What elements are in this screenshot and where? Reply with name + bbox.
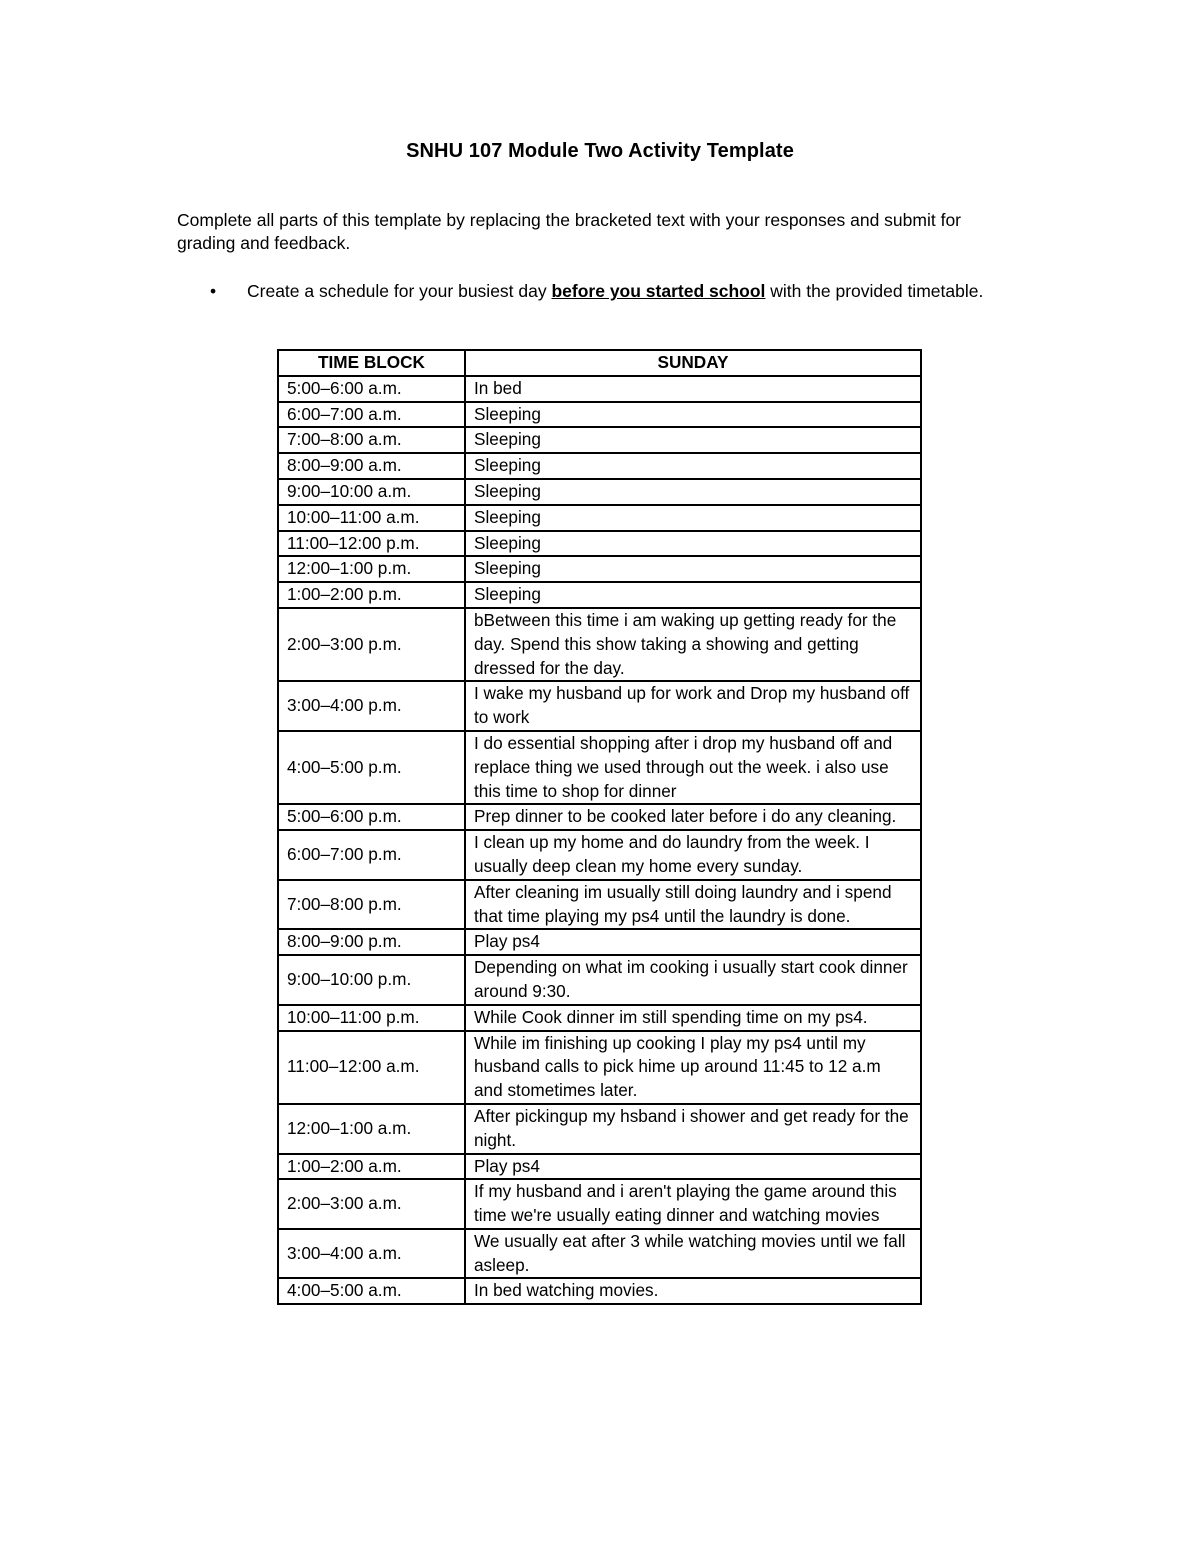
time-block-cell: 7:00–8:00 a.m. (278, 427, 465, 453)
activity-cell: Play ps4 (465, 929, 921, 955)
time-block-cell: 2:00–3:00 a.m. (278, 1179, 465, 1229)
activity-cell: In bed watching movies. (465, 1278, 921, 1304)
header-time-block: TIME BLOCK (278, 350, 465, 376)
time-block-cell: 1:00–2:00 a.m. (278, 1154, 465, 1180)
time-block-cell: 6:00–7:00 p.m. (278, 830, 465, 880)
activity-cell: In bed (465, 376, 921, 402)
table-row (278, 1154, 921, 1180)
table-row (278, 681, 921, 731)
activity-cell: After cleaning im usually still doing laundry and i spend that time playing my ps4 until the laundry is done. (465, 880, 921, 930)
table-row (278, 479, 921, 505)
time-block-cell: 4:00–5:00 p.m. (278, 731, 465, 804)
table-row (278, 582, 921, 608)
table-row (278, 804, 921, 830)
time-block-cell: 10:00–11:00 p.m. (278, 1005, 465, 1031)
activity-cell: While im finishing up cooking I play my ps4 until my husband calls to pick hime up around 11:45 to 12 a.m and stometimes later. (465, 1031, 921, 1104)
page-title: SNHU 107 Module Two Activity Template (406, 140, 794, 162)
time-block-cell: 12:00–1:00 p.m. (278, 556, 465, 582)
table-row (278, 556, 921, 582)
table-row (278, 453, 921, 479)
table-row (278, 1179, 921, 1229)
table-row (278, 1278, 921, 1304)
activity-cell: After pickingup my hsband i shower and get ready for the night. (465, 1104, 921, 1154)
time-block-cell: 5:00–6:00 a.m. (278, 376, 465, 402)
time-block-cell: 9:00–10:00 p.m. (278, 955, 465, 1005)
time-block-cell: 8:00–9:00 p.m. (278, 929, 465, 955)
time-block-cell: 11:00–12:00 p.m. (278, 531, 465, 557)
time-block-cell: 4:00–5:00 a.m. (278, 1278, 465, 1304)
activity-cell: Depending on what im cooking i usually start cook dinner around 9:30. (465, 955, 921, 1005)
bullet-text-before: Create a schedule for your busiest day (247, 281, 552, 301)
table-row (278, 880, 921, 930)
activity-cell: I do essential shopping after i drop my husband off and replace thing we used through out the week. i also use this time to shop for dinner (465, 731, 921, 804)
table-row (278, 1229, 921, 1279)
activity-cell: If my husband and i aren't playing the game around this time we're usually eating dinner and watching movies (465, 1179, 921, 1229)
bullet-emphasis: before you started school (551, 281, 766, 301)
activity-cell: Sleeping (465, 427, 921, 453)
table-row (278, 955, 921, 1005)
table-row (278, 1104, 921, 1154)
activity-cell: Play ps4 (465, 1154, 921, 1180)
time-block-cell: 1:00–2:00 p.m. (278, 582, 465, 608)
activity-cell: I clean up my home and do laundry from the week. I usually deep clean my home every sunday. (465, 830, 921, 880)
time-block-cell: 6:00–7:00 a.m. (278, 402, 465, 428)
activity-cell: While Cook dinner im still spending time on my ps4. (465, 1005, 921, 1031)
activity-cell: I wake my husband up for work and Drop my husband off to work (465, 681, 921, 731)
time-block-cell: 7:00–8:00 p.m. (278, 880, 465, 930)
time-block-cell: 3:00–4:00 a.m. (278, 1229, 465, 1279)
time-block-cell: 12:00–1:00 a.m. (278, 1104, 465, 1154)
time-block-cell: 9:00–10:00 a.m. (278, 479, 465, 505)
table-row (278, 608, 921, 681)
activity-cell: Sleeping (465, 479, 921, 505)
table-row (278, 531, 921, 557)
schedule-table (277, 349, 922, 1305)
instructions-paragraph: Complete all parts of this template by replacing the bracketed text with your responses and submit for grading and feedback. (177, 210, 962, 253)
activity-cell: Prep dinner to be cooked later before i do any cleaning. (465, 804, 921, 830)
bullet-text-after: with the provided timetable. (765, 281, 984, 301)
activity-cell: Sleeping (465, 453, 921, 479)
bullet-text (247, 280, 987, 303)
table-row (278, 830, 921, 880)
time-block-cell: 2:00–3:00 p.m. (278, 608, 465, 681)
table-row (278, 427, 921, 453)
table-row (278, 731, 921, 804)
table-header-row (278, 350, 921, 376)
activity-cell: We usually eat after 3 while watching movies until we fall asleep. (465, 1229, 921, 1279)
table-row (278, 376, 921, 402)
activity-cell: Sleeping (465, 505, 921, 531)
activity-cell: Sleeping (465, 531, 921, 557)
header-sunday: SUNDAY (465, 350, 921, 376)
time-block-cell: 10:00–11:00 a.m. (278, 505, 465, 531)
time-block-cell: 5:00–6:00 p.m. (278, 804, 465, 830)
table-row (278, 1005, 921, 1031)
table-row (278, 1031, 921, 1104)
activity-cell: Sleeping (465, 402, 921, 428)
time-block-cell: 11:00–12:00 a.m. (278, 1031, 465, 1104)
time-block-cell: 8:00–9:00 a.m. (278, 453, 465, 479)
activity-cell: Sleeping (465, 556, 921, 582)
table-row (278, 505, 921, 531)
schedule-body (278, 376, 921, 1304)
bullet-marker: • (210, 281, 217, 301)
table-row (278, 402, 921, 428)
activity-cell: bBetween this time i am waking up getting ready for the day. Spend this show taking a showing and getting dressed for the day. (465, 608, 921, 681)
activity-cell: Sleeping (465, 582, 921, 608)
table-row (278, 929, 921, 955)
time-block-cell: 3:00–4:00 p.m. (278, 681, 465, 731)
